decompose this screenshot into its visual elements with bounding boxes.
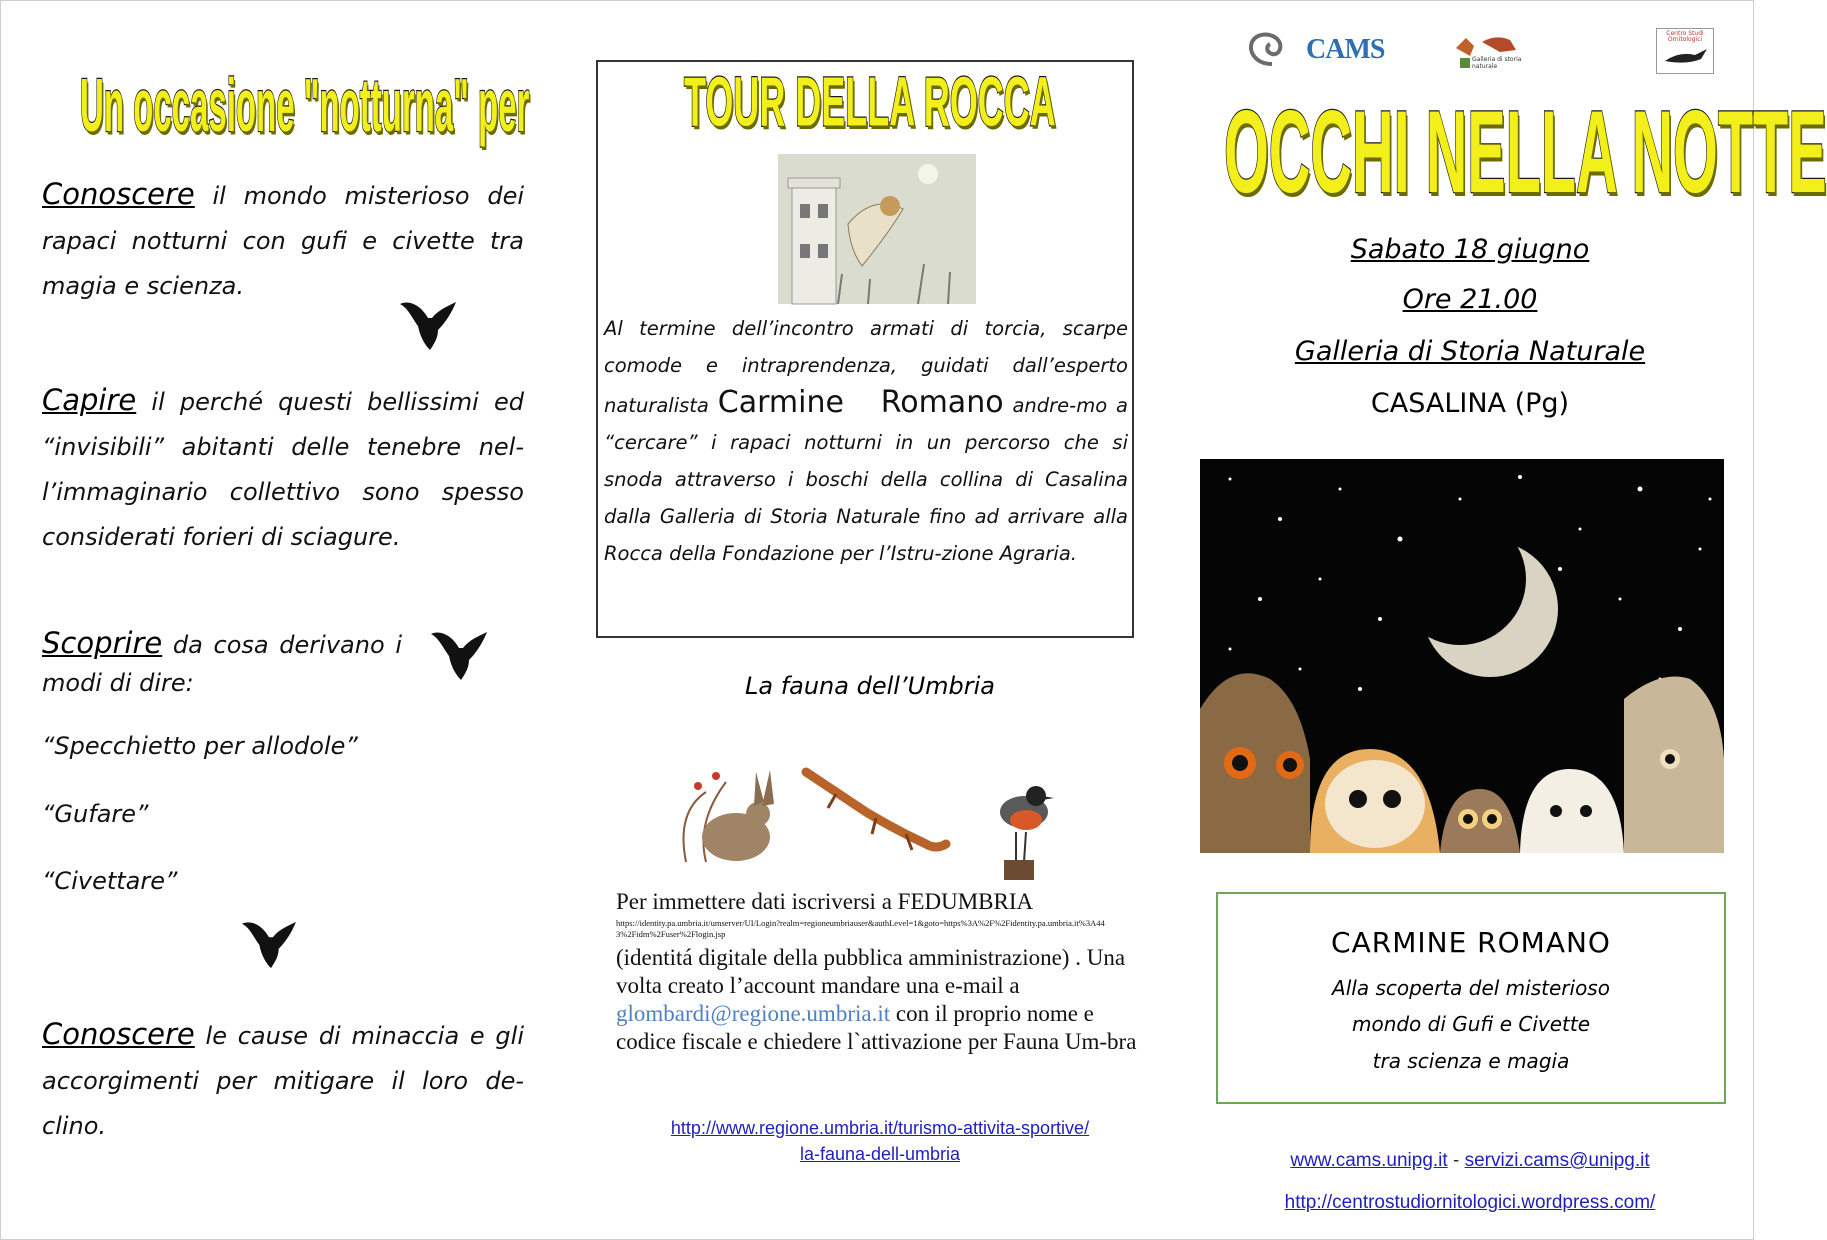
event-date: Sabato 18 giugno <box>1350 234 1590 265</box>
email-link[interactable]: glombardi@regione.umbria.it <box>616 1001 891 1026</box>
keyword-conoscere: Conoscere <box>42 1017 195 1051</box>
keyword-capire: Capire <box>42 383 137 417</box>
event-city: CASALINA (Pg) <box>1370 388 1570 419</box>
owl-silhouette-icon <box>428 628 490 682</box>
paragraph-capire: Capire il perché questi bellissimi ed “invisibili” abitanti delle tenebre nel-l’immaginario collettivo sono spesso considerati forieri di sciagure. <box>42 383 524 551</box>
speaker-subtitle-2: mondo di Gufi e Civette <box>1351 1012 1591 1036</box>
event-title: OCCHI NELLA NOTTE <box>1224 87 1827 218</box>
cams-website-link[interactable]: www.cams.unipg.it <box>1290 1150 1448 1171</box>
centro-studi-logo-text: Centro Studi Ornitologici <box>1666 30 1704 43</box>
tour-title: TOUR DELLA ROCCA <box>684 63 1056 142</box>
paragraph-conoscere-2: Conoscere le cause di minaccia e gli accorgimenti per mitigare il loro de-clino. <box>42 1017 524 1140</box>
galleria-logo-text: Galleria di storia naturale <box>1472 56 1522 70</box>
owl-silhouette-icon <box>398 298 458 352</box>
contact-links: www.cams.unipg.it - servizi.cams@unipg.it <box>1290 1150 1650 1171</box>
fauna-title: La fauna dell’Umbria <box>744 672 995 700</box>
cams-logo-text: CAMS <box>1306 34 1385 65</box>
centro-studi-logo <box>1656 28 1714 74</box>
fauna-link-line-1[interactable]: http://www.regione.umbria.it/turismo-attivita-sportive/ <box>670 1118 1090 1138</box>
tour-description: Al termine dell’incontro armati di torcia, scarpe comode e intraprendenza, guidati dall’esperto naturalista Carmine Romano andre-mo a “cercare” i rapaci notturni in un percorso che si snoda attraverso i boschi della collina di Casalina dalla Galleria di Storia Naturale fino ad arrivare alla Rocca della Fondazione per l’Istru-zione Agraria. <box>604 317 1129 565</box>
speaker-subtitle-3: tra scienza e magia <box>1372 1049 1570 1073</box>
saying-gufare: “Gufare” <box>42 800 149 828</box>
keyword-scoprire: Scoprire <box>42 626 163 660</box>
speaker-name: CARMINE ROMANO <box>1331 926 1611 959</box>
fedumbria-login-url[interactable]: https://identity.pa.umbria.it/umserver/UI/Login?realm=regioneumbriauser&authLevel=1&goto=https%3A%2F%2Fidentity.pa.umbria.it%3A443%2Fidm%2Fuser%2Flogin.jsp <box>616 918 1105 939</box>
cams-email-link[interactable]: servizi.cams@unipg.it <box>1464 1150 1650 1171</box>
speaker-subtitle-1: Alla scoperta del misterioso <box>1332 976 1610 1000</box>
saying-specchietto: “Specchietto per allodole” <box>42 732 358 760</box>
event-time: Ore 21.00 <box>1402 284 1538 315</box>
fauna-link-line-2[interactable]: la-fauna-dell-umbria <box>799 1144 961 1164</box>
event-venue: Galleria di Storia Naturale <box>1294 336 1646 367</box>
owl-silhouette-icon <box>240 918 298 970</box>
centro-studi-website-link[interactable]: http://centrostudiornitologici.wordpress.com/ <box>1284 1192 1656 1213</box>
keyword-conoscere: Conoscere <box>42 177 195 211</box>
centro-studi-link-row <box>1200 1192 1740 1214</box>
left-headline: Un occasione "notturna" per <box>80 63 530 147</box>
paragraph-scoprire: Scoprire da cosa derivano i modi di dire: <box>42 626 402 697</box>
cams-shell-logo <box>1244 30 1300 68</box>
umbria-fauna-illustration <box>666 752 1086 882</box>
owl-castle-illustration <box>778 154 976 304</box>
paragraph-conoscere-1: Conoscere il mondo misterioso dei rapaci notturni con gufi e civette tra magia e scienza. <box>42 177 524 300</box>
guide-name: Carmine Romano <box>717 385 1004 420</box>
saying-civettare: “Civettare” <box>42 867 178 895</box>
fedumbria-info: Per immettere dati iscriversi a FEDUMBRIA https://identity.pa.umbria.it/umserver/UI/Login?realm=regioneumbriauser&authLevel=1&goto=https%3A%2F%2Fidentity.pa.umbria.it%3A443%2Fidm%2Fuser%2Flogin.jsp (identitá digitale della pubblica amministrazione) . Una volta creato l’account mandare una e-mail a glombardi@regione.umbria.it con il proprio nome e codice fiscale e chiedere l`attivazione per Fauna Um-bra <box>616 889 1137 1054</box>
magpie-icon <box>1657 43 1713 71</box>
night-owls-moon-image <box>1200 459 1724 853</box>
